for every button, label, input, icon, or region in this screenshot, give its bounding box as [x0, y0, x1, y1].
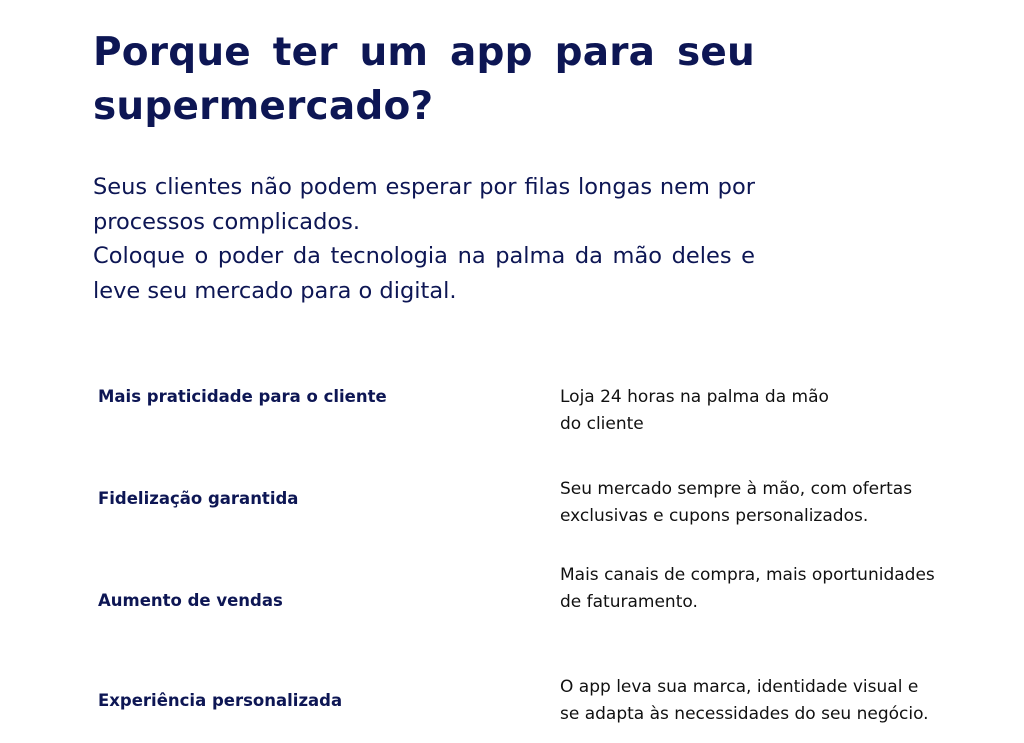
intro-text — [93, 170, 755, 308]
benefit-description — [560, 562, 1000, 616]
benefit-title: Aumento de vendas — [98, 591, 283, 610]
benefit-title: Fidelização garantida — [98, 489, 299, 508]
benefit-description — [560, 476, 1000, 530]
intro-paragraph-1: Seus clientes não podem esperar por filas longas nem por processos complicados. — [93, 174, 755, 235]
benefit-description-line: de faturamento. — [560, 592, 698, 612]
benefit-description-line: O app leva sua marca, identidade visual e — [560, 677, 919, 697]
page-title: Porque ter um app para seu supermercado? — [93, 30, 755, 129]
benefit-title: Mais praticidade para o cliente — [98, 387, 387, 406]
benefit-description-line: exclusivas e cupons personalizados. — [560, 506, 869, 526]
benefit-description-line: Mais canais de compra, mais oportunidades — [560, 565, 935, 585]
benefit-description-line: Loja 24 horas na palma da mão — [560, 387, 829, 407]
benefit-description-line: se adapta às necessidades do seu negócio. — [560, 704, 929, 724]
benefit-description-line: Seu mercado sempre à mão, com ofertas — [560, 479, 913, 499]
benefit-title: Experiência personalizada — [98, 691, 343, 710]
benefit-description — [560, 674, 1000, 728]
benefit-description — [560, 384, 1000, 438]
intro-paragraph-2: Coloque o poder da tecnologia na palma da mão deles e leve seu mercado para o digital. — [93, 243, 755, 304]
benefit-description-line: do cliente — [560, 414, 644, 434]
